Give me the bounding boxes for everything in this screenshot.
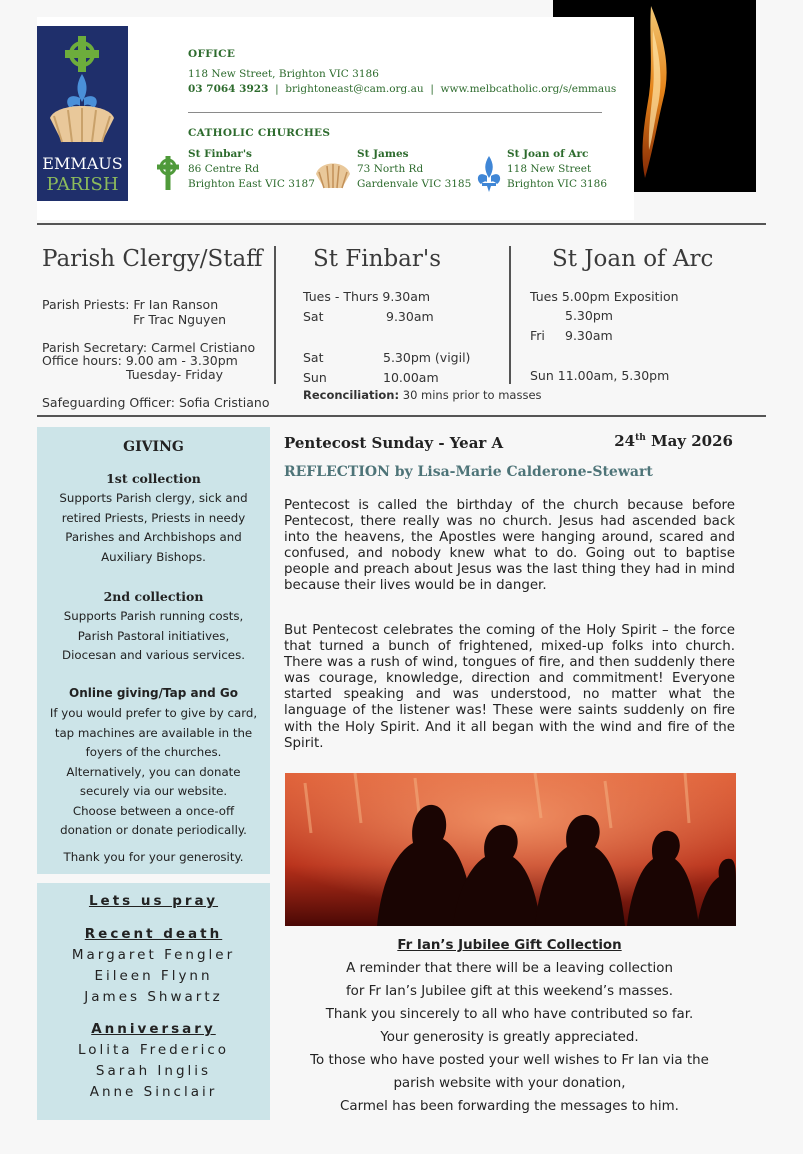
logo-word-parish: PARISH bbox=[46, 174, 119, 195]
online-giving-text bbox=[37, 704, 270, 841]
st-finbars-title: St Finbar's bbox=[313, 246, 441, 272]
date-day: 24 bbox=[614, 432, 636, 450]
office-hours bbox=[42, 353, 238, 368]
bulletin-date bbox=[611, 432, 733, 450]
priests-label: Parish Priests: bbox=[42, 297, 130, 312]
church-st-joan-of-arc bbox=[507, 147, 607, 192]
office-hours-value: 9.00 am - 3.30pm bbox=[125, 353, 238, 368]
anniversary-name: Anne Sinclair bbox=[89, 1084, 218, 1100]
finbars-sat-day: Sat bbox=[303, 309, 324, 324]
text-line: donation or donate periodically. bbox=[60, 823, 247, 837]
celtic-cross-icon bbox=[155, 156, 181, 190]
office-phone[interactable]: 03 7064 3923 bbox=[188, 83, 269, 95]
logo-emblem-icon bbox=[42, 32, 123, 152]
text-line: Diocesan and various services. bbox=[62, 648, 245, 662]
anniversary-name: Sarah Inglis bbox=[95, 1063, 212, 1079]
giving-title: GIVING bbox=[123, 439, 184, 455]
reflection-paragraph-1: Pentecost is called the birthday of the church because before Pentecost, there really was no church. Jesus had ascended back into the heavens, the Apostles were hanging around, scared and confused, and nobody knew what to do. Going out to baptise people and preach about Jesus was the last thing they had in mind because their lives would be in danger. bbox=[284, 498, 735, 594]
text-line: Parish Pastoral initiatives, bbox=[77, 628, 230, 643]
church-name: St James bbox=[357, 148, 409, 160]
priests-line1 bbox=[42, 297, 218, 312]
first-collection-text bbox=[37, 489, 270, 567]
finbars-sat-time: 9.30am bbox=[386, 309, 434, 324]
text-line: If you would prefer to give by card, bbox=[49, 706, 258, 720]
text-line: retired Priests, Priests in needy bbox=[61, 510, 246, 525]
online-giving-heading: Online giving/Tap and Go bbox=[69, 686, 238, 700]
text-line: foyers of the churches. bbox=[85, 745, 222, 759]
church-st-james bbox=[357, 147, 471, 192]
joan-sun: Sun 11.00am, 5.30pm bbox=[530, 368, 670, 383]
giving-thanks: Thank you for your generosity. bbox=[63, 850, 244, 864]
church-street: 118 New Street bbox=[507, 163, 592, 175]
recent-death-heading: Recent death bbox=[84, 926, 223, 942]
text-line: Supports Parish clergy, sick and bbox=[59, 491, 248, 505]
bulletin-title: Pentecost Sunday - Year A bbox=[284, 434, 504, 452]
office-heading: OFFICE bbox=[188, 48, 236, 60]
safeguarding-officer: Safeguarding Officer: Sofia Cristiano bbox=[42, 395, 270, 410]
recent-death-name: Eileen Flynn bbox=[94, 968, 213, 984]
finbars-sat2-day: Sat bbox=[303, 350, 324, 365]
reflection-paragraph-2: But Pentecost celebrates the coming of the Holy Spirit – the force that turned a bunch of frightened, mixed-up folks into church. There was a rush of wind, tongues of fire, and then suddenly there was courage, knowledge, direction and commitment! Everyone started speaking and was understood, no matter what the language of the listener was! These were saints suddenly on fire with the Holy Spirit. And it all began with the wind and fire of the Spirit. bbox=[284, 623, 735, 751]
recent-death-name: James Shwartz bbox=[84, 989, 223, 1005]
column-divider bbox=[509, 246, 511, 384]
text-line: Supports Parish running costs, bbox=[63, 609, 244, 623]
office-address: 118 New Street, Brighton VIC 3186 bbox=[188, 68, 379, 80]
anniversary-heading: Anniversary bbox=[91, 1021, 216, 1037]
office-contact bbox=[188, 83, 616, 95]
finbars-sun-day: Sun bbox=[303, 370, 327, 385]
emmaus-logo bbox=[37, 26, 128, 201]
gift-line: A reminder that there will be a leaving collection bbox=[346, 961, 673, 976]
gift-line: Thank you sincerely to all who have contributed so far. bbox=[325, 1007, 694, 1022]
first-collection-heading: 1st collection bbox=[106, 471, 201, 486]
church-suburb: Gardenvale VIC 3185 bbox=[357, 178, 472, 190]
church-name: St Joan of Arc bbox=[507, 148, 589, 160]
joan-fri-day: Fri bbox=[530, 328, 545, 343]
header-divider bbox=[188, 112, 602, 113]
church-street: 73 North Rd bbox=[357, 163, 424, 175]
office-email[interactable]: brightoneast@cam.org.au bbox=[285, 83, 424, 95]
giving-panel bbox=[37, 427, 270, 874]
reconciliation bbox=[303, 388, 542, 403]
header-card bbox=[37, 17, 634, 220]
contact-separator: | bbox=[275, 83, 279, 95]
joan-fri-time: 9.30am bbox=[565, 328, 613, 343]
church-suburb: Brighton VIC 3186 bbox=[507, 178, 608, 190]
pentecost-painting bbox=[285, 773, 736, 926]
fleur-de-lis-icon bbox=[476, 156, 502, 192]
prayer-panel bbox=[37, 883, 270, 1120]
joan-tues2: 5.30pm bbox=[565, 308, 613, 323]
church-name: St Finbar's bbox=[188, 148, 252, 160]
contact-separator: | bbox=[430, 83, 434, 95]
anniversary-name: Lolita Frederico bbox=[77, 1042, 230, 1058]
prayer-title: Lets us pray bbox=[88, 893, 219, 909]
text-line: Choose between a once-off bbox=[72, 803, 235, 818]
gift-line: for Fr Ian’s Jubilee gift at this weekend’s masses. bbox=[345, 984, 674, 999]
text-line: Parishes and Archbishops and bbox=[65, 530, 242, 544]
priest-name: Fr Ian Ranson bbox=[133, 297, 219, 312]
text-line: Auxiliary Bishops. bbox=[101, 549, 206, 564]
gift-line: Carmel has been forwarding the messages to him. bbox=[340, 1099, 679, 1114]
scallop-shell-icon bbox=[314, 160, 352, 190]
reflection-heading: REFLECTION by Lisa-Marie Calderone-Stewart bbox=[284, 464, 653, 480]
column-divider bbox=[274, 246, 276, 384]
church-street: 86 Centre Rd bbox=[188, 163, 260, 175]
second-collection-text bbox=[37, 607, 270, 666]
text-line: securely via our website. bbox=[79, 784, 228, 798]
finbars-sat2-time: 5.30pm (vigil) bbox=[383, 350, 471, 365]
church-st-finbars bbox=[188, 147, 315, 192]
priest-name: Fr Trac Nguyen bbox=[133, 312, 227, 327]
gift-line: Your generosity is greatly appreciated. bbox=[380, 1030, 639, 1045]
office-days: Tuesday- Friday bbox=[126, 367, 224, 382]
church-suburb: Brighton East VIC 3187 bbox=[188, 178, 315, 190]
text-line: tap machines are available in the bbox=[54, 725, 253, 740]
office-website[interactable]: www.melbcatholic.org/s/emmaus bbox=[440, 83, 617, 95]
gift-collection-title: Fr Ian’s Jubilee Gift Collection bbox=[397, 938, 622, 953]
churches-heading: CATHOLIC CHURCHES bbox=[188, 127, 331, 139]
st-joan-title: St Joan of Arc bbox=[552, 246, 714, 272]
recent-death-name: Margaret Fengler bbox=[71, 947, 236, 963]
reconciliation-label: Reconciliation: bbox=[303, 388, 400, 402]
text-line: Alternatively, you can donate bbox=[66, 764, 241, 779]
section-divider-top bbox=[37, 223, 766, 225]
parish-secretary: Parish Secretary: Carmel Cristiano bbox=[42, 340, 256, 355]
gift-line: To those who have posted your well wishes to Fr Ian via the bbox=[310, 1053, 709, 1068]
reconciliation-text: 30 mins prior to masses bbox=[402, 388, 542, 402]
gift-line: parish website with your donation, bbox=[393, 1076, 626, 1091]
date-month-year: May 2026 bbox=[645, 432, 733, 450]
clergy-title: Parish Clergy/Staff bbox=[42, 246, 263, 272]
office-hours-label: Office hours: bbox=[42, 353, 122, 368]
finbars-sun-time: 10.00am bbox=[383, 370, 439, 385]
joan-tues: Tues 5.00pm Exposition bbox=[530, 289, 679, 304]
second-collection-heading: 2nd collection bbox=[103, 589, 204, 604]
section-divider-middle bbox=[37, 415, 766, 417]
finbars-weekday-mass: Tues - Thurs 9.30am bbox=[303, 289, 431, 304]
logo-word-emmaus: EMMAUS bbox=[42, 154, 123, 173]
date-suffix: th bbox=[635, 433, 646, 443]
